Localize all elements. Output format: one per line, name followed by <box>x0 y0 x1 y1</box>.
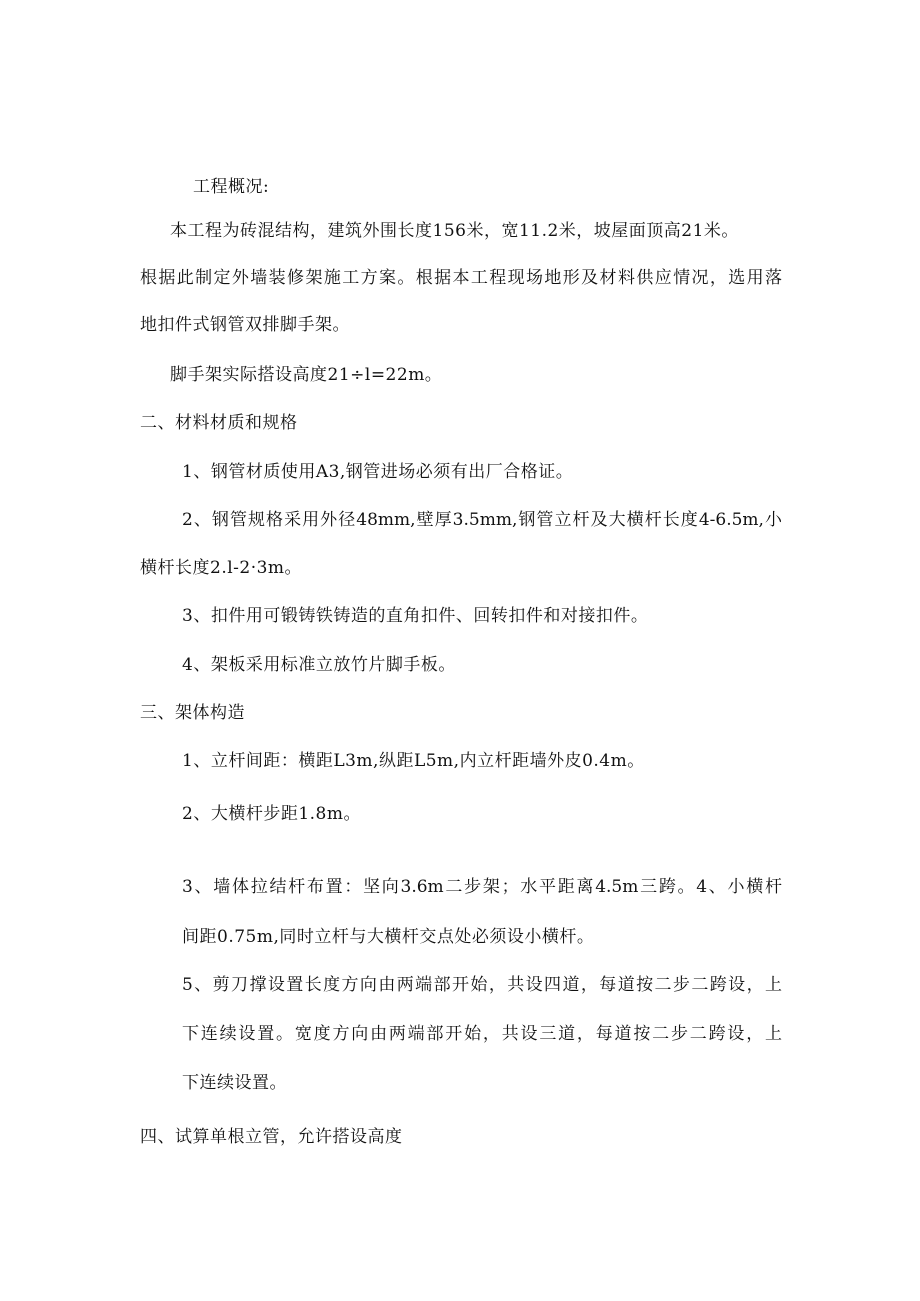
structure-item-2: 2、大横杆步距1.8m。 <box>182 804 361 824</box>
materials-item-1: 1、钢管材质使用A3,钢管进场必须有出厂合格证。 <box>182 462 574 482</box>
materials-item-2-line-1: 2、钢管规格采用外径48mm,壁厚3.5mm,钢管立杆及大横杆长度4-6.5m,小 <box>182 510 782 530</box>
structure-item-5-line-1: 5、剪刀撑设置长度方向由两端部开始，共设四道，每道按二步二跨设，上 <box>182 975 782 995</box>
scaffold-height-paragraph: 脚手架实际搭设高度21÷l=22m。 <box>170 365 443 385</box>
overview-paragraph-line-2: 根据此制定外墙装修架施工方案。根据本工程现场地形及材料供应情况，选用落 <box>140 268 782 288</box>
structure-item-5-line-3: 下连续设置。 <box>182 1073 287 1093</box>
materials-item-4: 4、架板采用标准立放竹片脚手板。 <box>182 655 456 675</box>
materials-item-2-line-2: 横杆长度2.l-2·3m。 <box>140 558 303 578</box>
section-heading-overview: 工程概况: <box>193 177 270 197</box>
structure-item-5-line-2: 下连续设置。宽度方向由两端部开始，共设三道，每道按二步二跨设，上 <box>182 1024 782 1044</box>
section-heading-structure: 三、架体构造 <box>140 703 245 723</box>
section-heading-materials: 二、材料材质和规格 <box>140 413 298 433</box>
overview-paragraph-line-3: 地扣件式钢管双排脚手架。 <box>140 315 350 335</box>
overview-paragraph-line-1: 本工程为砖混结构，建筑外围长度156米，宽11.2米，坡屋面顶高21米。 <box>170 221 739 241</box>
structure-item-1: 1、立杆间距：横距L3m,纵距L5m,内立杆距墙外皮0.4m。 <box>182 751 645 771</box>
section-heading-calculation: 四、试算单根立管，允许搭设高度 <box>140 1127 403 1147</box>
structure-item-3-line-1: 3、墙体拉结杆布置：坚向3.6m二步架；水平距离4.5m三跨。4、小横杆 <box>182 877 782 897</box>
structure-item-3-line-2: 间距0.75m,同时立杆与大横杆交点处必须设小横杆。 <box>182 927 595 947</box>
materials-item-3: 3、扣件用可锻铸铁铸造的直角扣件、回转扣件和对接扣件。 <box>182 606 649 626</box>
